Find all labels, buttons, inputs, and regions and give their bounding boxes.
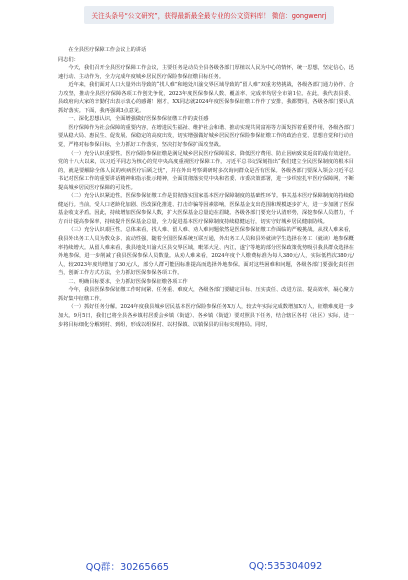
contact-footer [0, 555, 408, 577]
qq-group-contact: QQ群：30265665 [85, 562, 169, 573]
salutation: 同志们： [58, 56, 79, 63]
section-heading-2: 二、明确目标要求，全力抓好医保参保征缴各项工作 [68, 278, 188, 285]
promo-banner-text: 关注头条号“公文研究”，获得最新最全最专业的公文资料库！ 微信：gongwenrj [91, 12, 327, 20]
paragraph: 近年来，我们面对人口大量外出导致的“找人难”和地处川渝交界区域导致的“留人难”双重劣势挑战，各级各部门通力协作、合力攻坚，推动全县医疗保障各项工作创先争优，2023年度医保参保人数、覆盖率、完成率均居全市第1位。在此，我代表县委、县政府向大家的辛勤付出表示衷心的感谢！刚才，XX同志就2024年度医保参保征缴工作作了安排，我都赞同，各级各部门要认真抓好落实。下面，我再强调3点意见。 [58, 82, 354, 114]
document-body [58, 46, 354, 551]
promo-banner [84, 6, 334, 24]
paragraph: 今天，我们召开全县医疗保障工作会议，主要任务是动员全县各级各部门厚植以人民为中心的情怀，统一思想，坚定信心，迅速行动、主动作为，全力完成年度城乡居民医疗保险参保征缴目标任务。 [58, 65, 354, 80]
section-heading-1: 一、深化思想认识，全面增强做好医保参保征缴工作的责任感 [68, 116, 209, 123]
paragraph: （二）充分认识紧迫性。医保参保征缴工作是贯彻落实国家基本医疗保障制度的基础性环节。事关基本医疗保障制度的持续稳健运行。当前，受人口老龄化加剧、医改深化推进、打击诈骗等因素影响，医保基金支出范围和规模逐步扩大，进一步加剧了医保基金收支矛盾。因此，持续增加医保参保人数，扩大医保基金总量迫在眉睫。各级各部门要充分认清形势，深挖参保人员潜力，千方百计提高参保率，持续提升医保基金总量，全力促进基本医疗保障制度持续稳健运行，切实守好城乡居民健康防线。 [58, 193, 354, 225]
paragraph: （三）充分认识艰巨性。总体来看，找人难、留人难、劝人难问题依然是医保参保征缴工作面临的严峻挑战。从找人难来看，我县外出务工人员为数众多、流动性强，随着全国医保系统互联互通，外出务工人员和县外就读学生选择在务工（就读）地参保概率持续增大。从留人难来看，我县地处川渝大区县交界区域，毗邻大足、内江，遂宁等地的部分医保政策优势吸引我县群众选择在外地参保，进一步削减了我县医保参保人员数量。从劝人难来看，2024年度个人缴费标准为每人380元/人，实际低档次380元/人，较2023年度均增加了30元/人，部分人群可能因标准提高而选择外地参保。面对这些困难和问题，各级各部门要强化责任担当，创新工作方式方法，全力抓好医保参保各项工作。 [58, 227, 354, 277]
paragraph: （一）充分认识重要性。医疗保险参保征缴是满足城乡居民医疗保障需求、降低医疗费用、防止因病致贫返贫的最有效途径。党的十八大以来，以习近平同志为核心的党中央高度重视医疗保障工作。习近平总书记深刻指出“我们建立全民医保制度的根本目的，就是要解除全体人民的疾病医疗后顾之忧”，并在外出考察调研时多次询问群众是否有医保。各级各部门要深入领会习近平总书记对医保工作的重要讲话精神和指示批示精神，全面贯彻落实党中央和省委、市委决策部署，进一步织密扎牢医疗保障网，不断提高城乡居民医疗保障的可及性。 [58, 150, 354, 191]
paragraph: 今年，我县医保参保征缴工作时间紧、任务重、难度大，各级各部门要瞄定目标、压实责任、改进方法、提高效率，凝心聚力抓好集中征缴工作。 [58, 287, 354, 302]
document-title: 在全县医疗保障工作会议上的讲话 [68, 47, 147, 53]
paragraph: 医疗保障作为社会保障的重要内容，在增进民生福祉、维护社会和谐、推动实现共同富裕等方面发挥着重要作用，各级各部门要从稳大局、惠民生、促发展、保稳定的高度出发，切实增强做好城乡居民医疗保险参保征缴工作的政治自觉、思想自觉和行动自觉，严格对标参保目标，全力抓好工作落实，坚决打好参保扩面攻坚战。 [58, 124, 354, 149]
paragraph: （一）抓好任务分解。2024年度我县城乡居民基本医疗保险参保任务X万人，较去年实际完成数增加X万人，征缴难度进一步加大。9月5日，我们已将全县各乡镇村居委会乡镇（街道）、各乡镇（街道）要对照县下任务，结合辖区各村（社区）实际，进一步将目标细化分解到村、到组，形成以组保村、以村保镇、以镇保县的目标实现格局。同时， [58, 304, 354, 328]
qq-contact: QQ:535304092 [248, 560, 323, 572]
